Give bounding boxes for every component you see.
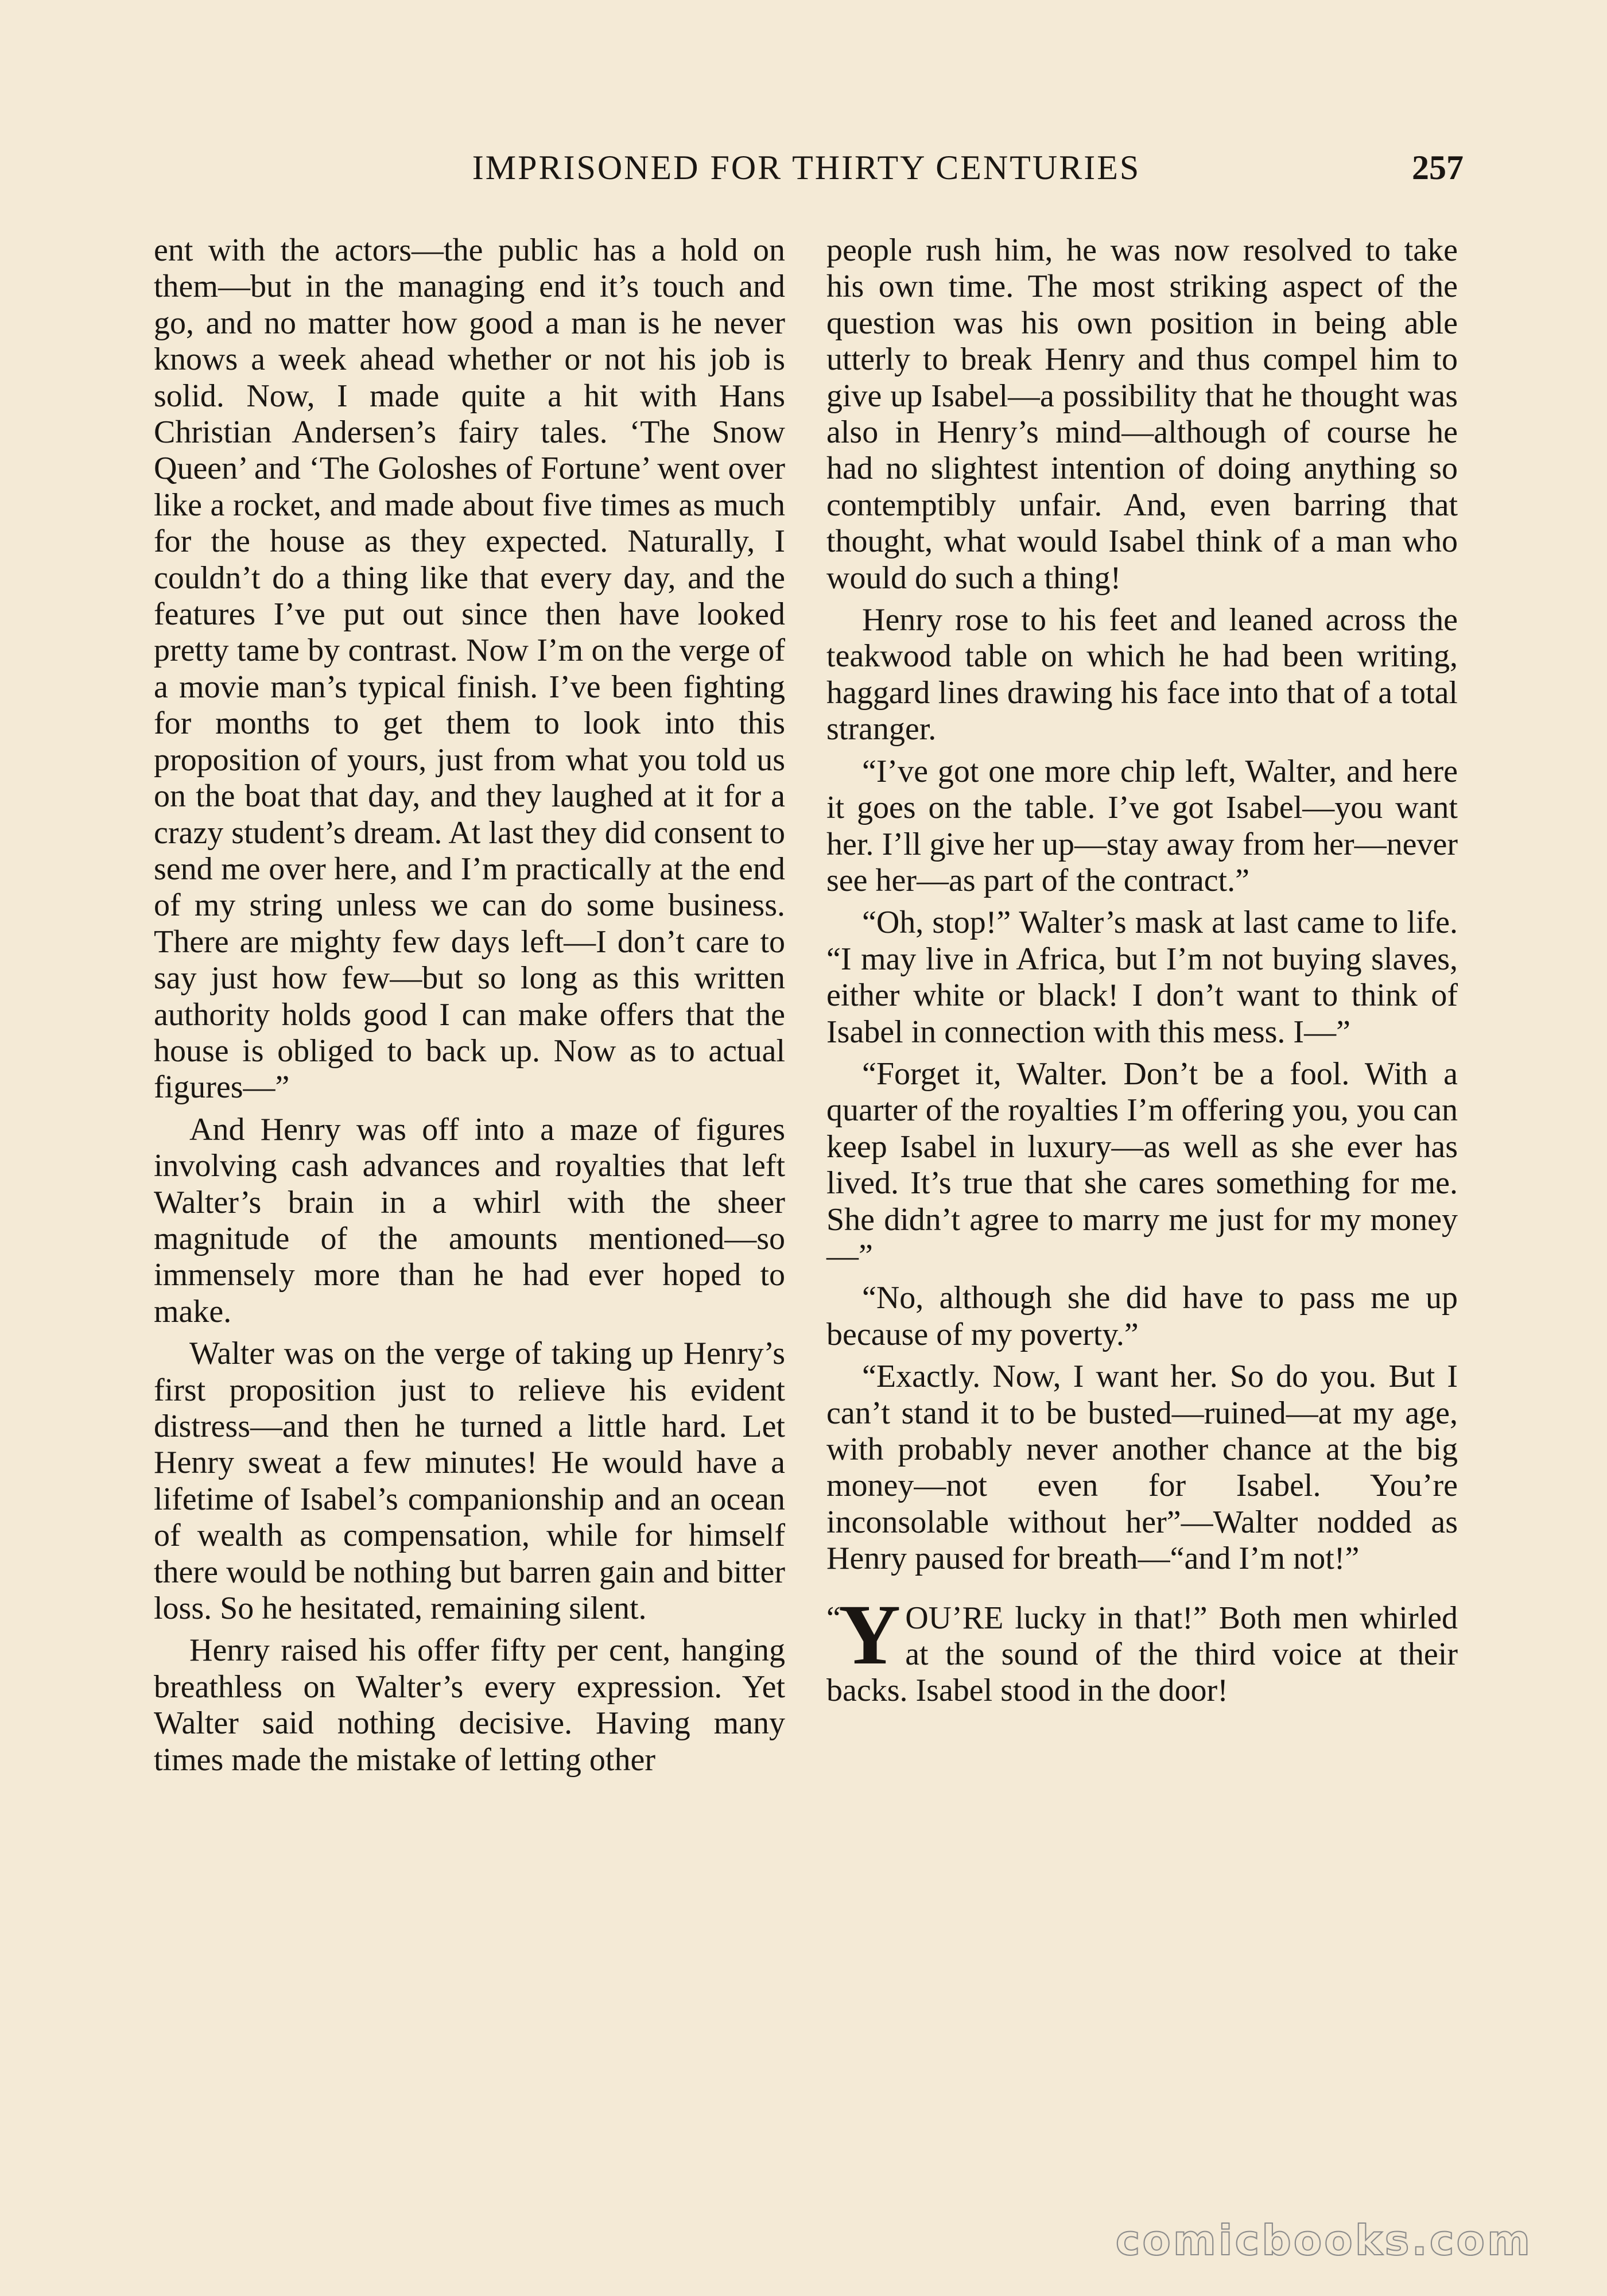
paragraph: “I’ve got one more chip left, Walter, and here it goes on the table. I’ve got Isabel—you want her. I’ll give her up—stay away from her—never see her—as part of the contract.” bbox=[826, 753, 1458, 898]
paragraph: “Oh, stop!” Walter’s mask at last came to life. “I may live in Africa, but I’m not buying slaves, either white or black! I don’t want to think of Isabel in connection with this mess. I—” bbox=[826, 905, 1458, 1050]
lead-small-caps: OU’RE bbox=[905, 1600, 1004, 1636]
page-header bbox=[149, 145, 1464, 191]
paragraph: people rush him, he was now resolved to take his own time. The most striking aspect of the question was his own position in being able utterly to break Henry and thus compel him to give up Isabel—a possibility that he thought was also in Henry’s mind—although of course he had no slightest intention of doing anything so contemptibly unfair. And, even barring that thought, what would Isabel think of a man who would do such a thing! bbox=[826, 232, 1458, 596]
running-title: IMPRISONED FOR THIRTY CENTURIES bbox=[472, 149, 1141, 187]
paragraph: “Forget it, Walter. Don’t be a fool. With a quarter of the royalties I’m offering you, you can keep Isabel in luxury—as well as she ever has lived. It’s true that she cares something for me. She didn’t agree to marry me just for my money—” bbox=[826, 1056, 1458, 1274]
paragraph: “Exactly. Now, I want her. So do you. But I can’t stand it to be busted—ruined—at my age, with probably never another chance at the big money—not even for Isabel. You’re inconsolable without her”—Walter nodded as Henry paused for breath—“and I’m not!” bbox=[826, 1359, 1458, 1577]
right-column bbox=[826, 232, 1458, 1709]
paragraph: ent with the actors—the public has a hold on them—but in the managing end it’s touch and go, and no matter how good a man is he never knows a week ahead whether or not his job is solid. Now, I made quite a hit with Hans Christian Andersen’s fairy tales. ‘The Snow Queen’ and ‘The Goloshes of Fortune’ went over like a rocket, and made about five times as much for the house as they expected. Naturally, I couldn’t do a thing like that every day, and the features I’ve put out since then have looked pretty tame by contrast. Now I’m on the verge of a movie man’s typical finish. I’ve been fighting for months to get them to look into this proposition of yours, just from what you told us on the boat that day, and they laughed at it for a crazy student’s dream. At last they did consent to send me over here, and I’m practically at the end of my string unless we can do some business. There are mighty few days left—I don’t care to say just how few—but so long as this written authority holds good I can make offers that the house is obliged to back up. Now as to actual figures—” bbox=[154, 232, 785, 1106]
paragraph: “No, although she did have to pass me up because of my poverty.” bbox=[826, 1280, 1458, 1352]
section-body: Both men whirled at the sound of the third voice at their backs. Isabel stood in the door! bbox=[826, 1600, 1458, 1709]
paragraph: Henry rose to his feet and leaned across the teakwood table on which he had been writing, haggard lines drawing his face into that of a total stranger. bbox=[826, 602, 1458, 747]
drop-cap: Y bbox=[838, 1587, 901, 1682]
lead-rest: lucky in that!” bbox=[1003, 1600, 1208, 1636]
open-quote: “ bbox=[826, 1600, 841, 1636]
section-lead bbox=[826, 1587, 1458, 1709]
watermark-logo: comicbooks.com bbox=[1115, 2216, 1532, 2264]
paragraph: And Henry was off into a maze of figures involving cash advances and royalties that left Walter’s brain in a whirl with the sheer magnitude of the amounts mentioned—so immensely more than he had ever hoped to make. bbox=[154, 1111, 785, 1329]
left-column bbox=[154, 232, 785, 1778]
paragraph: Walter was on the verge of taking up Henry’s first proposition just to relieve his evident distress—and then he turned a little hard. Let Henry sweat a few minutes! He would have a lifetime of Isabel’s companionship and an ocean of wealth as compensation, while for himself there would be nothing but barren gain and bitter loss. So he hesitated, remaining silent. bbox=[154, 1336, 785, 1627]
section-opening bbox=[826, 1587, 1458, 1709]
page-number: 257 bbox=[1412, 149, 1464, 187]
paragraph: Henry raised his offer fifty per cent, hanging breathless on Walter’s every expression. Yet Walter said nothing decisive. Having many times made the mistake of letting other bbox=[154, 1632, 785, 1778]
